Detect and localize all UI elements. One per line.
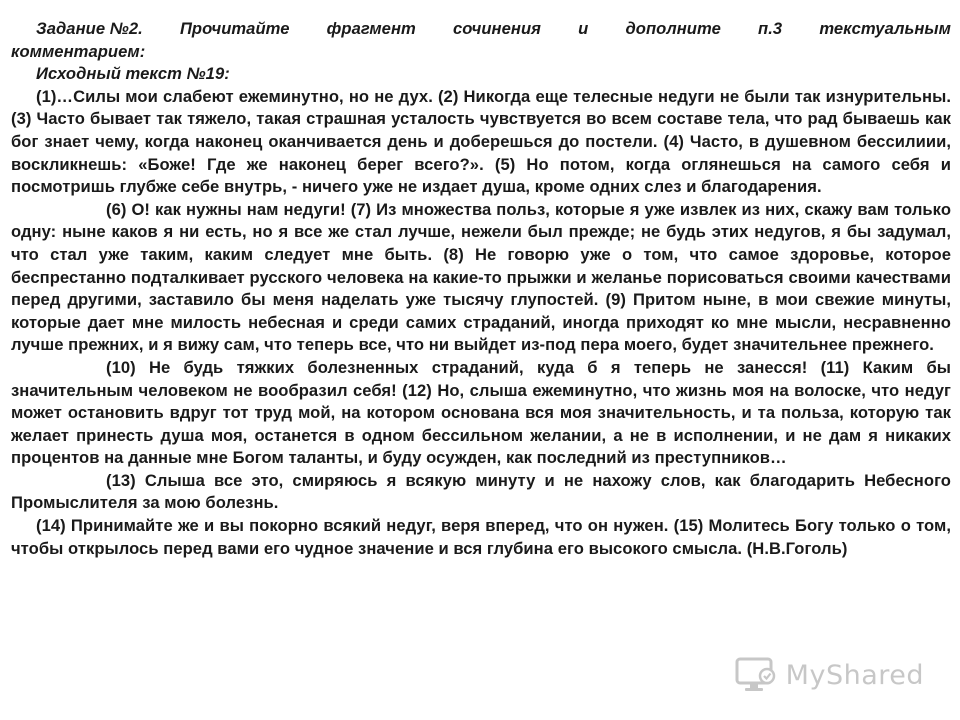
myshared-watermark [734,656,924,694]
task-word: Задание №2. [36,19,143,38]
task-heading [11,18,951,41]
document-page [11,18,951,560]
watermark-text: MyShared [785,659,924,691]
source-title: Исходный текст №19: [36,64,230,84]
task-heading-continued: комментарием: [11,41,146,61]
paragraph: (1)…Силы мои слабеют ежеминутно, но не дух. (2) Никогда еще телесные недуги не были так изнурительны. (3) Часто бывает так тяжело, такая страшная усталость чувствуется во всем составе тела, что рад бываешь как бог знает чему, когда наконец оканчивается день и доберешься до постели. (4) Часто, в душевном бессилиии, воскликнешь: «Боже! Где же наконец берег всего?». (5) Но потом, когда оглянешься на самого себя и посмотришь глубже себе внутрь, - ничего уже не издает душа, кроме одних слез и благодарения. [11,86,951,197]
paragraph: (14) Принимайте же и вы покорно всякий недуг, веря вперед, что он нужен. (15) Молитесь Богу только о том, чтобы открылось перед вами его чудное значение и вся глубина его высокого смысла. (Н.В.Гоголь) [11,516,951,558]
paragraph: (13) Слыша все это, смиряюсь я всякую минуту и не нахожу слов, как благодарить Небесного Промыслителя за мою болезнь. [11,470,951,513]
task-word: текстуальным [819,19,951,38]
monitor-icon [734,656,780,694]
task-word: дополните [625,19,721,38]
paragraph: (10) Не будь тяжких болезненных страданий, куда б я теперь не занесся! (11) Каким бы значительным человеком не вообразил себя! (12) Но, слыша ежеминутно, что жизнь моя на волоске, что недуг может остановить вдруг тот труд мой, на котором основана вся моя значительность, и та польза, которую так желает принесть душа моя, останется в одном бессильном желании, а не в исполнении, и не дам я никаких процентов на данные мне Богом таланты, и буду осужден, как последний из преступников… [11,357,951,468]
task-word: и [578,19,589,38]
paragraph: (6) О! как нужны нам недуги! (7) Из множества польз, которые я уже извлек из них, скажу вам только одну: ныне каков я ни есть, но я все же стал лучше, нежели был прежде; не будь этих недугов, я бы задумал, что стал уже таким, каким следует мне быть. (8) Не говорю уже о том, что самое здоровье, которое беспрестанно подталкивает русского человека на какие-то прыжки и желанье порисоваться своими качествами перед другими, заставило бы меня наделать уже тысячу глупостей. (9) Притом ныне, в мои свежие минуты, которые дает мне милость небесная и среди самих страданий, иногда приходят ко мне мысли, несравненно лучше прежних, и я вижу сам, что теперь все, что ни выйдет из-под пера моего, будет значительнее прежнего. [11,199,951,355]
task-word: п.3 [758,19,783,38]
task-word: Прочитайте [179,19,290,38]
task-word: сочинения [453,19,541,38]
task-word: фрагмент [326,19,416,38]
